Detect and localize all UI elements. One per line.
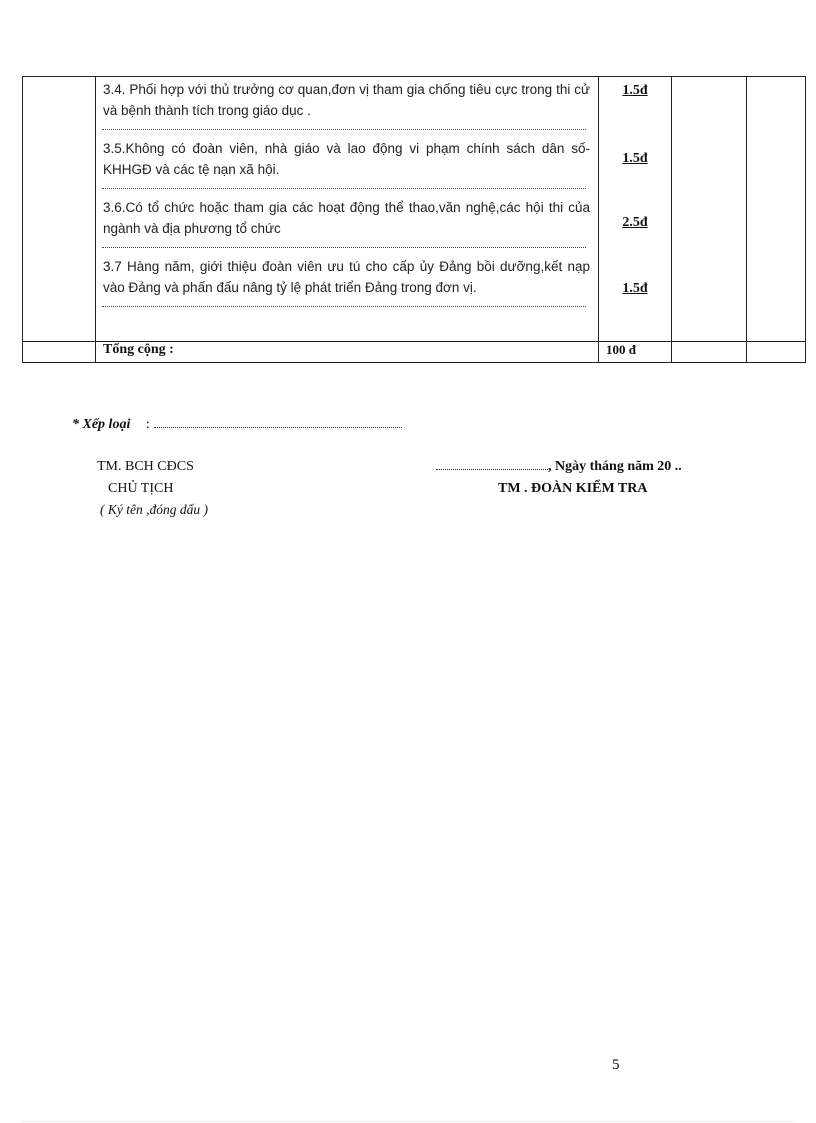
criteria-item: 3.6.Có tổ chức hoặc tham gia các hoạt động thể thao,văn nghệ,các hội thi của ngành và địa phương tổ chức — [103, 200, 590, 236]
points-value: 2.5đ — [622, 215, 648, 230]
inspection-team-label: TM . ĐOÀN KIỂM TRA — [498, 481, 648, 496]
empty-cell — [747, 342, 806, 363]
empty-cell — [747, 77, 806, 342]
total-value: 100 đ — [599, 342, 672, 363]
sign-stamp-note: ( Ký tên ,đóng dấu ) — [100, 502, 208, 517]
table-row — [23, 77, 806, 342]
dotted-answer-line — [102, 121, 586, 130]
criteria-item: 3.7 Hàng năm, giới thiệu đoàn viên ưu tú cho cấp ủy Đảng bồi dưỡng,kết nạp vào Đảng và phấn đấu nâng tỷ lệ phát triển Đảng trong đơn vị. — [103, 259, 590, 295]
rating-line — [72, 417, 402, 433]
total-label: Tổng cộng : — [96, 342, 599, 363]
total-row — [23, 342, 806, 363]
criteria-cell — [96, 77, 599, 342]
points-cell — [599, 77, 672, 342]
criteria-item: 3.4. Phối hợp với thủ trưởng cơ quan,đơn vị tham gia chống tiêu cực trong thi cử và bệnh thành tích trong giáo dục . — [103, 82, 590, 118]
points-value: 1.5đ — [622, 151, 648, 166]
empty-cell — [23, 77, 96, 342]
rating-colon: : — [145, 417, 150, 432]
page-number: 5 — [612, 1057, 620, 1073]
rating-fill-line — [154, 417, 402, 428]
criteria-item: 3.5.Không có đoàn viên, nhà giáo và lao động vi phạm chính sách dân số- KHHGĐ và các tệ nạn xã hội. — [103, 141, 590, 177]
empty-cell — [672, 77, 747, 342]
date-line — [436, 459, 682, 475]
dotted-answer-line — [102, 239, 586, 248]
points-value: 1.5đ — [622, 83, 648, 98]
empty-cell — [23, 342, 96, 363]
place-fill-line — [436, 459, 548, 470]
empty-cell — [672, 342, 747, 363]
rating-label: * Xếp loại — [72, 417, 131, 432]
score-table — [22, 76, 806, 363]
points-value: 1.5đ — [622, 281, 648, 296]
dotted-answer-line — [102, 180, 586, 189]
dotted-answer-line — [102, 298, 586, 307]
chairman-label: CHỦ TỊCH — [108, 481, 174, 496]
footer-divider — [22, 1121, 794, 1122]
date-text: , Ngày tháng năm 20 .. — [548, 459, 682, 474]
union-committee-label: TM. BCH CĐCS — [97, 459, 194, 474]
